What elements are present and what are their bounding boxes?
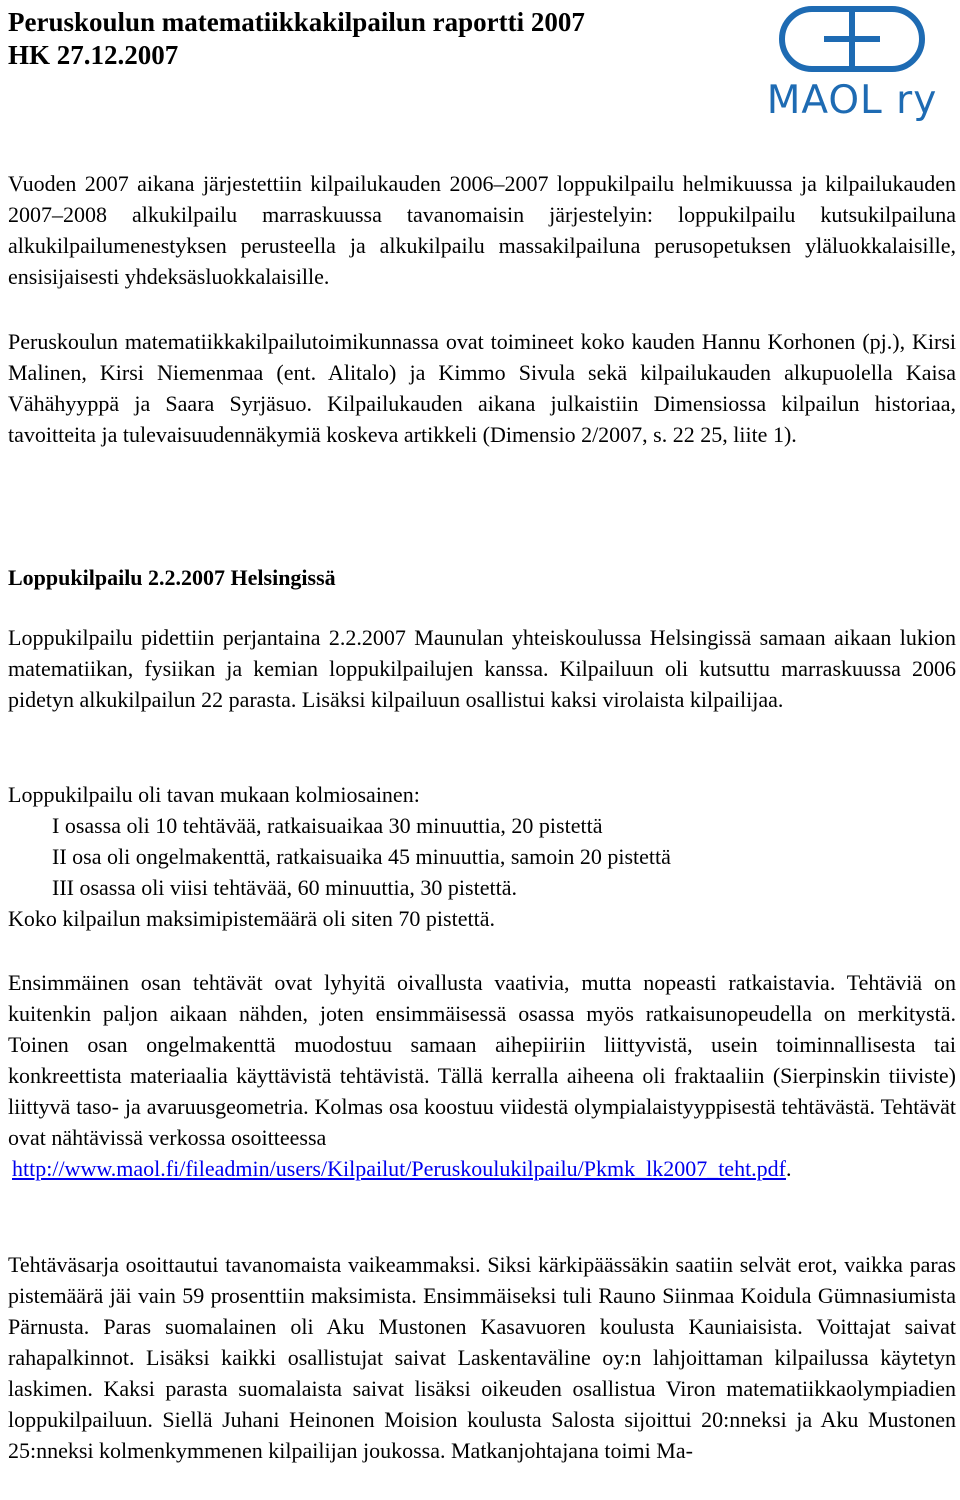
max-points-text: Koko kilpailun maksimipistemäärä oli siten 70 pistettä. xyxy=(8,906,495,931)
structure-intro: Loppukilpailu oli tavan mukaan kolmiosainen: xyxy=(8,782,420,807)
report-title-line-1: Peruskoulun matematiikkakilpailun raportti 2007 xyxy=(8,7,585,37)
structure-part-3: III osassa oli viisi tehtävää, 60 minuuttia, 30 pistettä. xyxy=(52,875,517,900)
tasks-url-line xyxy=(8,1153,956,1184)
maol-logo-text: MAOL ry xyxy=(766,78,938,123)
report-title xyxy=(8,6,748,72)
tasks-description: Ensimmäinen osan tehtävät ovat lyhyitä oivallusta vaativia, mutta nopeasti ratkaistavia. Tehtäviä on kuitenkin paljon aikaan nähden, joten ensimmäisessä osassa myös ratkaisunopeudella on merkitystä. Toinen osan ongelmakenttä muodostuu samaan aihepiiriin liittyvistä, usein toiminnallisesta tai konkreettista materiaalia käyttävistä tehtävistä. Tällä kerralla aiheena oli fraktaaliin (Sierpinskin tiiviste) liittyvä taso- ja avaruusgeometria. Kolmas osa koostuu viidestä olympialaistyyppisestä tehtävästä. Tehtävät ovat nähtävissä verkossa osoitteessa xyxy=(8,970,956,1150)
maol-logo-icon xyxy=(762,4,942,80)
final-paragraph-1: Loppukilpailu pidettiin perjantaina 2.2.2007 Maunulan yhteiskoulussa Helsingissä samaan aikaan lukion matematiikan, fysiikan ja kemian loppukilpailujen kanssa. Kilpailuun oli kutsuttu marraskuussa 2006 pidetyn alkukilpailun 22 parasta. Lisäksi kilpailuun osallistui kaksi virolaista kilpailijaa. xyxy=(8,625,956,712)
competition-structure xyxy=(8,779,956,934)
tasks-url-suffix: . xyxy=(786,1156,792,1181)
report-title-line-2: HK 27.12.2007 xyxy=(8,40,179,70)
tasks-pdf-link[interactable]: http://www.maol.fi/fileadmin/users/Kilpailut/Peruskoulukilpailu/Pkmk_lk2007_teht.pdf xyxy=(12,1156,787,1181)
structure-part-1: I osassa oli 10 tehtävää, ratkaisuaikaa 30 minuuttia, 20 pistettä xyxy=(52,813,603,838)
structure-part-2: II osa oli ongelmakenttä, ratkaisuaika 45 minuuttia, samoin 20 pistettä xyxy=(52,844,671,869)
intro-paragraph-2: Peruskoulun matematiikkakilpailutoimikunnassa ovat toimineet koko kauden Hannu Korhonen (pj.), Kirsi Malinen, Kirsi Niemenmaa (ent. Alitalo) ja Kimmo Sivula sekä kilpailukauden alkupuolella Kaisa Vähähyyppä ja Saara Syrjäsuo. Kilpailukauden aikana julkaistiin Dimensiossa kilpailun historiaa, tavoitteita ja tulevaisuudennäkymiä koskeva artikkeli (Dimensio 2/2007, s. 22 25, liite 1). xyxy=(8,329,956,447)
section-heading-final: Loppukilpailu 2.2.2007 Helsingissä xyxy=(8,565,336,590)
maol-logo xyxy=(762,4,942,122)
final-paragraph-3 xyxy=(8,967,956,1184)
intro-paragraph-1: Vuoden 2007 aikana järjestettiin kilpailukauden 2006–2007 loppukilpailu helmikuussa ja kilpailukauden 2007–2008 alkukilpailu marraskuussa tavanomaisin järjestelyin: loppukilpailu kutsukilpailuna alkukilpailumenestyksen perusteella ja alkukilpailu massakilpailuna perusopetuksen yläluokkalaisille, ensisijaisesti yhdeksäsluokkalaisille. xyxy=(8,171,956,289)
final-paragraph-4: Tehtäväsarja osoittautui tavanomaista vaikeammaksi. Siksi kärkipäässäkin saatiin selvät erot, vaikka paras pistemäärä jäi vain 59 prosenttiin maksimista. Ensimmäiseksi tuli Rauno Siinmaa Koidula Gümnasiumista Pärnusta. Paras suomalainen oli Aku Mustonen Kasavuoren koulusta Kauniaisista. Voittajat saivat rahapalkinnot. Lisäksi kaikki osallistujat saivat Laskentaväline oy:n lahjoittaman kilpailussa käytetyn laskimen. Kaksi parasta suomalaista saivat lisäksi oikeuden osallistua Viron matematiikkaolympiadien loppukilpailuun. Siellä Juhani Heinonen Moision koulusta Salosta sijoittui 20:nneksi ja Aku Mustonen 25:nneksi kolmenkymmenen kilpailijan joukossa. Matkanjohtajana toimi Ma- xyxy=(8,1252,956,1463)
